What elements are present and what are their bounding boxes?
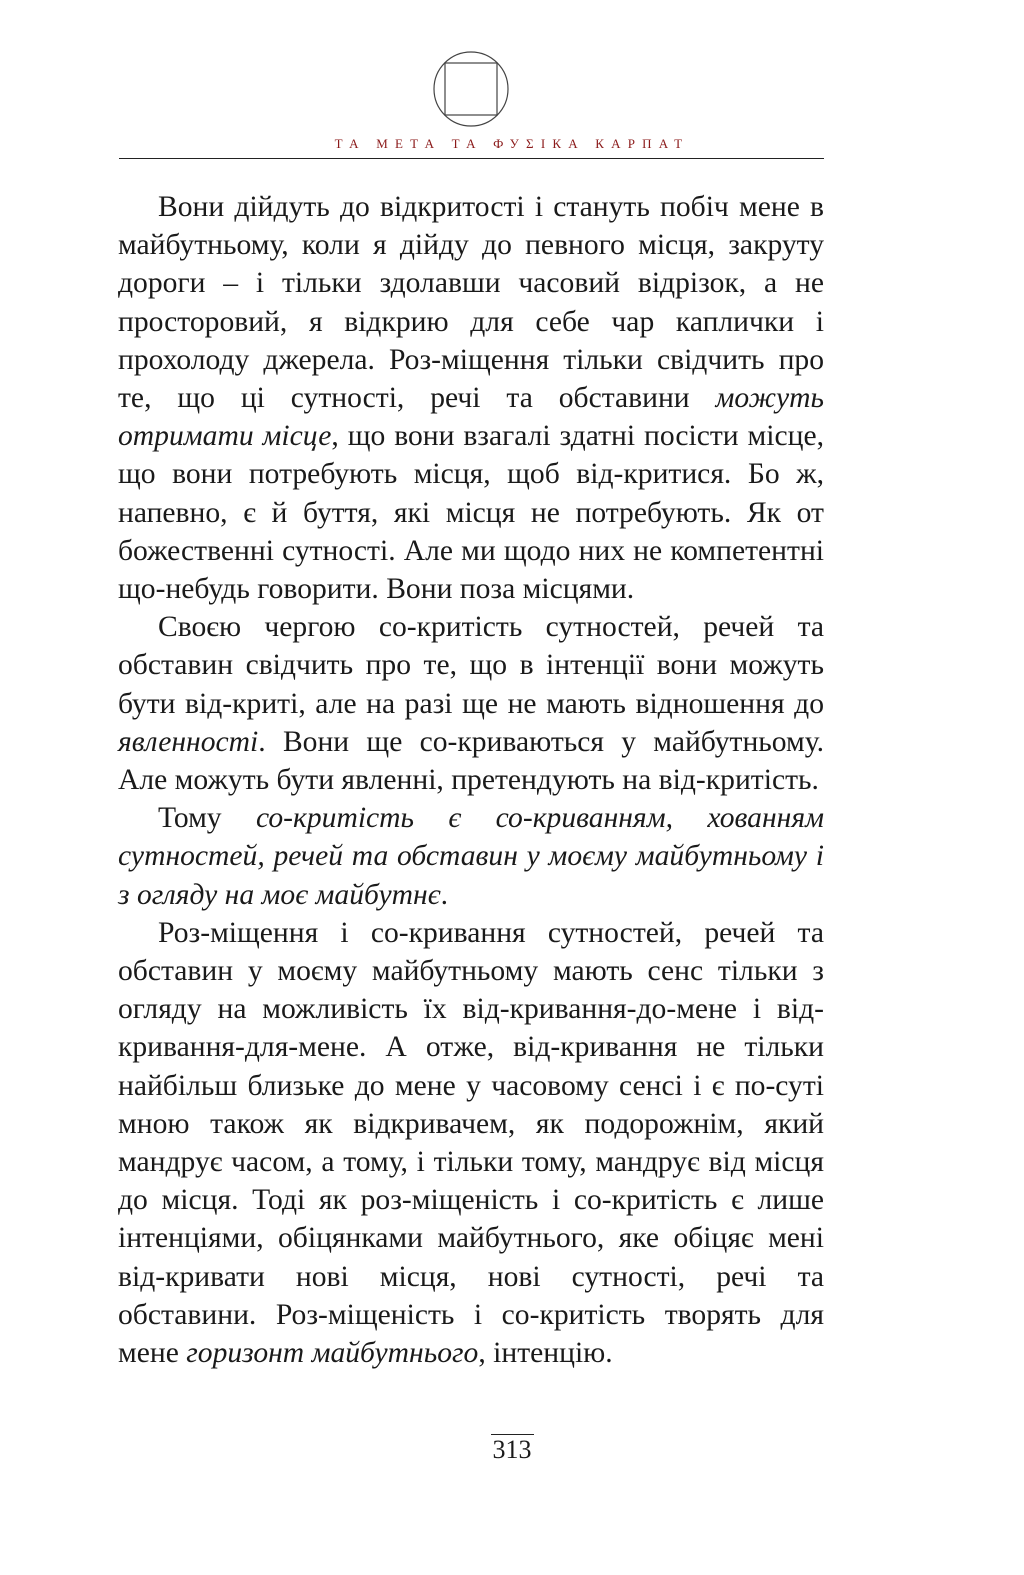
body-text [118,188,824,1372]
paragraph [118,914,824,1372]
header-rule [119,158,824,159]
italic-text: можуть отримати місце [118,382,824,453]
text-run: Роз-міщення і со-кривання сутностей, речей та обставин у моєму майбутньому мають сенс тільки з огляду на можливість їх від-кривання-до-мене і від-кривання-для-мене. А отже, від-кривання не тільки найбільш близьке до мене у часовому сенсі і є по-суті мною також як відкривачем, як подорожнім, який мандрує часом, а тому, і тільки тому, мандрує від місця до місця. Тоді як роз-міщеність і со-критість є лише інтенціями, обіцянками майбутнього, яке обіцяє мені від-кривати нові місця, нові сутності, речі та обставини. Роз-міщеність і со-критість творять для мене [118,916,824,1370]
text-run: , що вони взагалі здатні посісти місце, що вони потребують місця, щоб від-критися. Бо ж, напевно, є й буття, які місця не потребують. Як от божественні сутності. Але ми щодо них не компетентні що-небудь говорити. Вони поза місцями. [118,420,824,606]
italic-text: явленності [118,725,259,758]
italic-text: горизонт майбутнього [186,1337,479,1370]
text-run: . [440,878,449,911]
circle-square-emblem-icon [432,50,510,128]
running-title: ТА МЕТА ТА ФУΣІКА КАРПАТ [334,136,690,151]
italic-text: со-критість є со-криванням, хованням сутностей, речей та обставин у моєму майбутньому і з огляду на моє майбутнє [118,802,824,911]
text-run: Тому [158,802,256,835]
text-run: Вони дійдуть до відкритості і стануть побіч мене в майбутньому, коли я дійду до певного місця, закруту дороги – і тільки здолавши часовий відрізок, а не просторовий, я відкрию для себе чар каплички і прохолоду джерела. Роз-міщення тільки свідчить про те, що ці сутності, речі та обставини [118,191,824,415]
page-footer [0,1434,1024,1465]
page-number: 313 [492,1435,532,1464]
text-run: . Вони ще со-криваються у майбутньому. Але можуть бути явленні, претендують на від-критість. [118,725,824,797]
text-run: , інтенцію. [478,1337,613,1370]
paragraph [118,608,824,799]
paragraph [118,188,824,608]
paragraph [118,799,824,914]
text-run: Своєю чергою со-критість сутностей, речей та обставин свідчить про те, що в інтенції вони можуть бути від-криті, але на разі ще не мають відношення до [118,611,824,720]
